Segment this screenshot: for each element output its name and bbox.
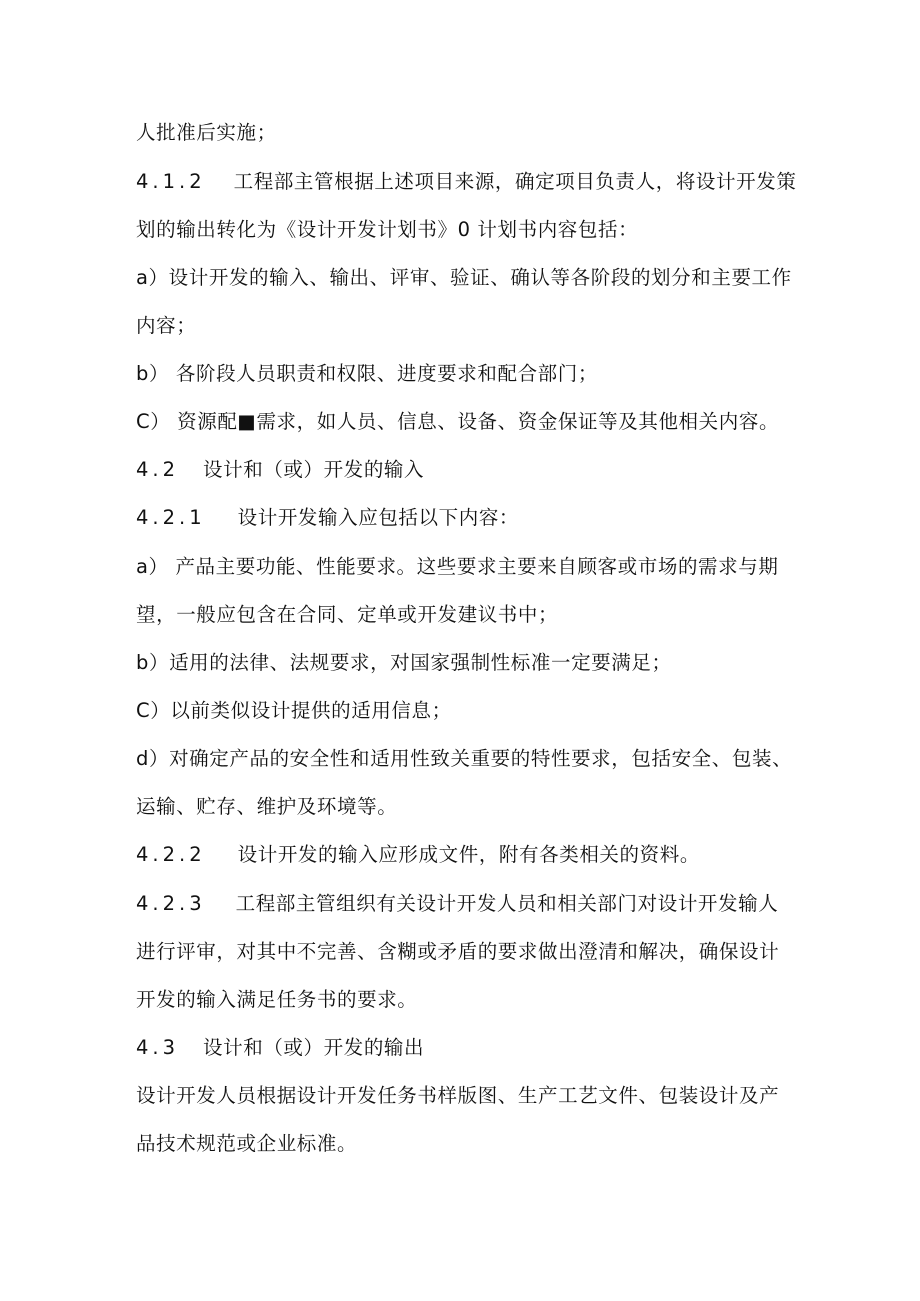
line-text: 望，一般应包含在合同、定单或开发建议书中； (136, 603, 559, 626)
section-number: 4.1.2 (136, 170, 206, 193)
list-item-line (136, 361, 598, 387)
section-heading-4-2-3 (136, 891, 778, 917)
line-text: 设计开发输入应包括以下内容： (237, 506, 520, 529)
line-text: d）对确定产品的安全性和适用性致关重要的特性要求，包括安全、包装、 (136, 747, 793, 770)
section-heading-4-1-2 (136, 169, 796, 195)
section-heading-4-2 (136, 457, 424, 483)
paragraph-line (136, 1131, 357, 1157)
list-item-line (136, 265, 792, 291)
line-text: 品技术规范或企业标准。 (136, 1132, 358, 1155)
paragraph-line (136, 987, 417, 1013)
line-text: 设计开发人员根据设计开发任务书样版图、生产工艺文件、包装设计及产 (136, 1084, 780, 1107)
list-item-line (136, 746, 792, 772)
line-text: 内容； (136, 314, 197, 337)
line-text: b） 各阶段人员职责和权限、进度要求和配合部门； (136, 362, 598, 385)
line-text: 人批准后实施； (136, 121, 277, 144)
list-item-line (136, 650, 672, 676)
section-heading-4-2-2 (136, 842, 700, 868)
paragraph-line (136, 794, 397, 820)
list-item-line (136, 698, 452, 724)
line-text: 工程部主管根据上述项目来源，确定项目负责人，将设计开发策 (233, 170, 797, 193)
paragraph-line (136, 1083, 779, 1109)
list-item-line (136, 409, 779, 435)
line-text: 开发的输入满足任务书的要求。 (136, 988, 418, 1011)
section-heading-4-3 (136, 1035, 424, 1061)
line-text: 进行评审，对其中不完善、含糊或矛盾的要求做出澄清和解决，确保设计 (136, 940, 780, 963)
line-text: C） 资源配■需求，如人员、信息、设备、资金保证等及其他相关内容。 (136, 410, 780, 433)
line-text: 运输、贮存、维护及环境等。 (136, 795, 398, 818)
line-text: a）设计开发的输入、输出、评审、验证、确认等各阶段的划分和主要工作 (136, 266, 792, 289)
section-number: 4.3 (136, 1036, 180, 1059)
line-text: b）适用的法律、法规要求，对国家强制性标准一定要满足； (136, 651, 672, 674)
section-number: 4.2.3 (136, 892, 206, 915)
section-heading-4-2-1 (136, 505, 519, 531)
section-number: 4.2.2 (136, 843, 206, 866)
section-number: 4.2.1 (136, 506, 206, 529)
line-text: 划的输出转化为《设计开发计划书》0 计划书内容包括： (136, 218, 639, 241)
paragraph-line (136, 602, 558, 628)
line-text: a） 产品主要功能、性能要求。这些要求主要来自顾客或市场的需求与期 (136, 555, 779, 578)
paragraph-line (136, 120, 277, 146)
line-text: 工程部主管组织有关设计开发人员和相关部门对设计开发输人 (235, 892, 779, 915)
section-number: 4.2 (136, 458, 180, 481)
line-text: 设计开发的输入应形成文件，附有各类相关的资料。 (237, 843, 700, 866)
section-title: 设计和（或）开发的输出 (203, 1036, 425, 1059)
paragraph-line (136, 217, 638, 243)
list-item-line (136, 554, 778, 580)
paragraph-line (136, 939, 779, 965)
line-text: C）以前类似设计提供的适用信息； (136, 699, 452, 722)
paragraph-line (136, 313, 196, 339)
section-title: 设计和（或）开发的输入 (203, 458, 425, 481)
